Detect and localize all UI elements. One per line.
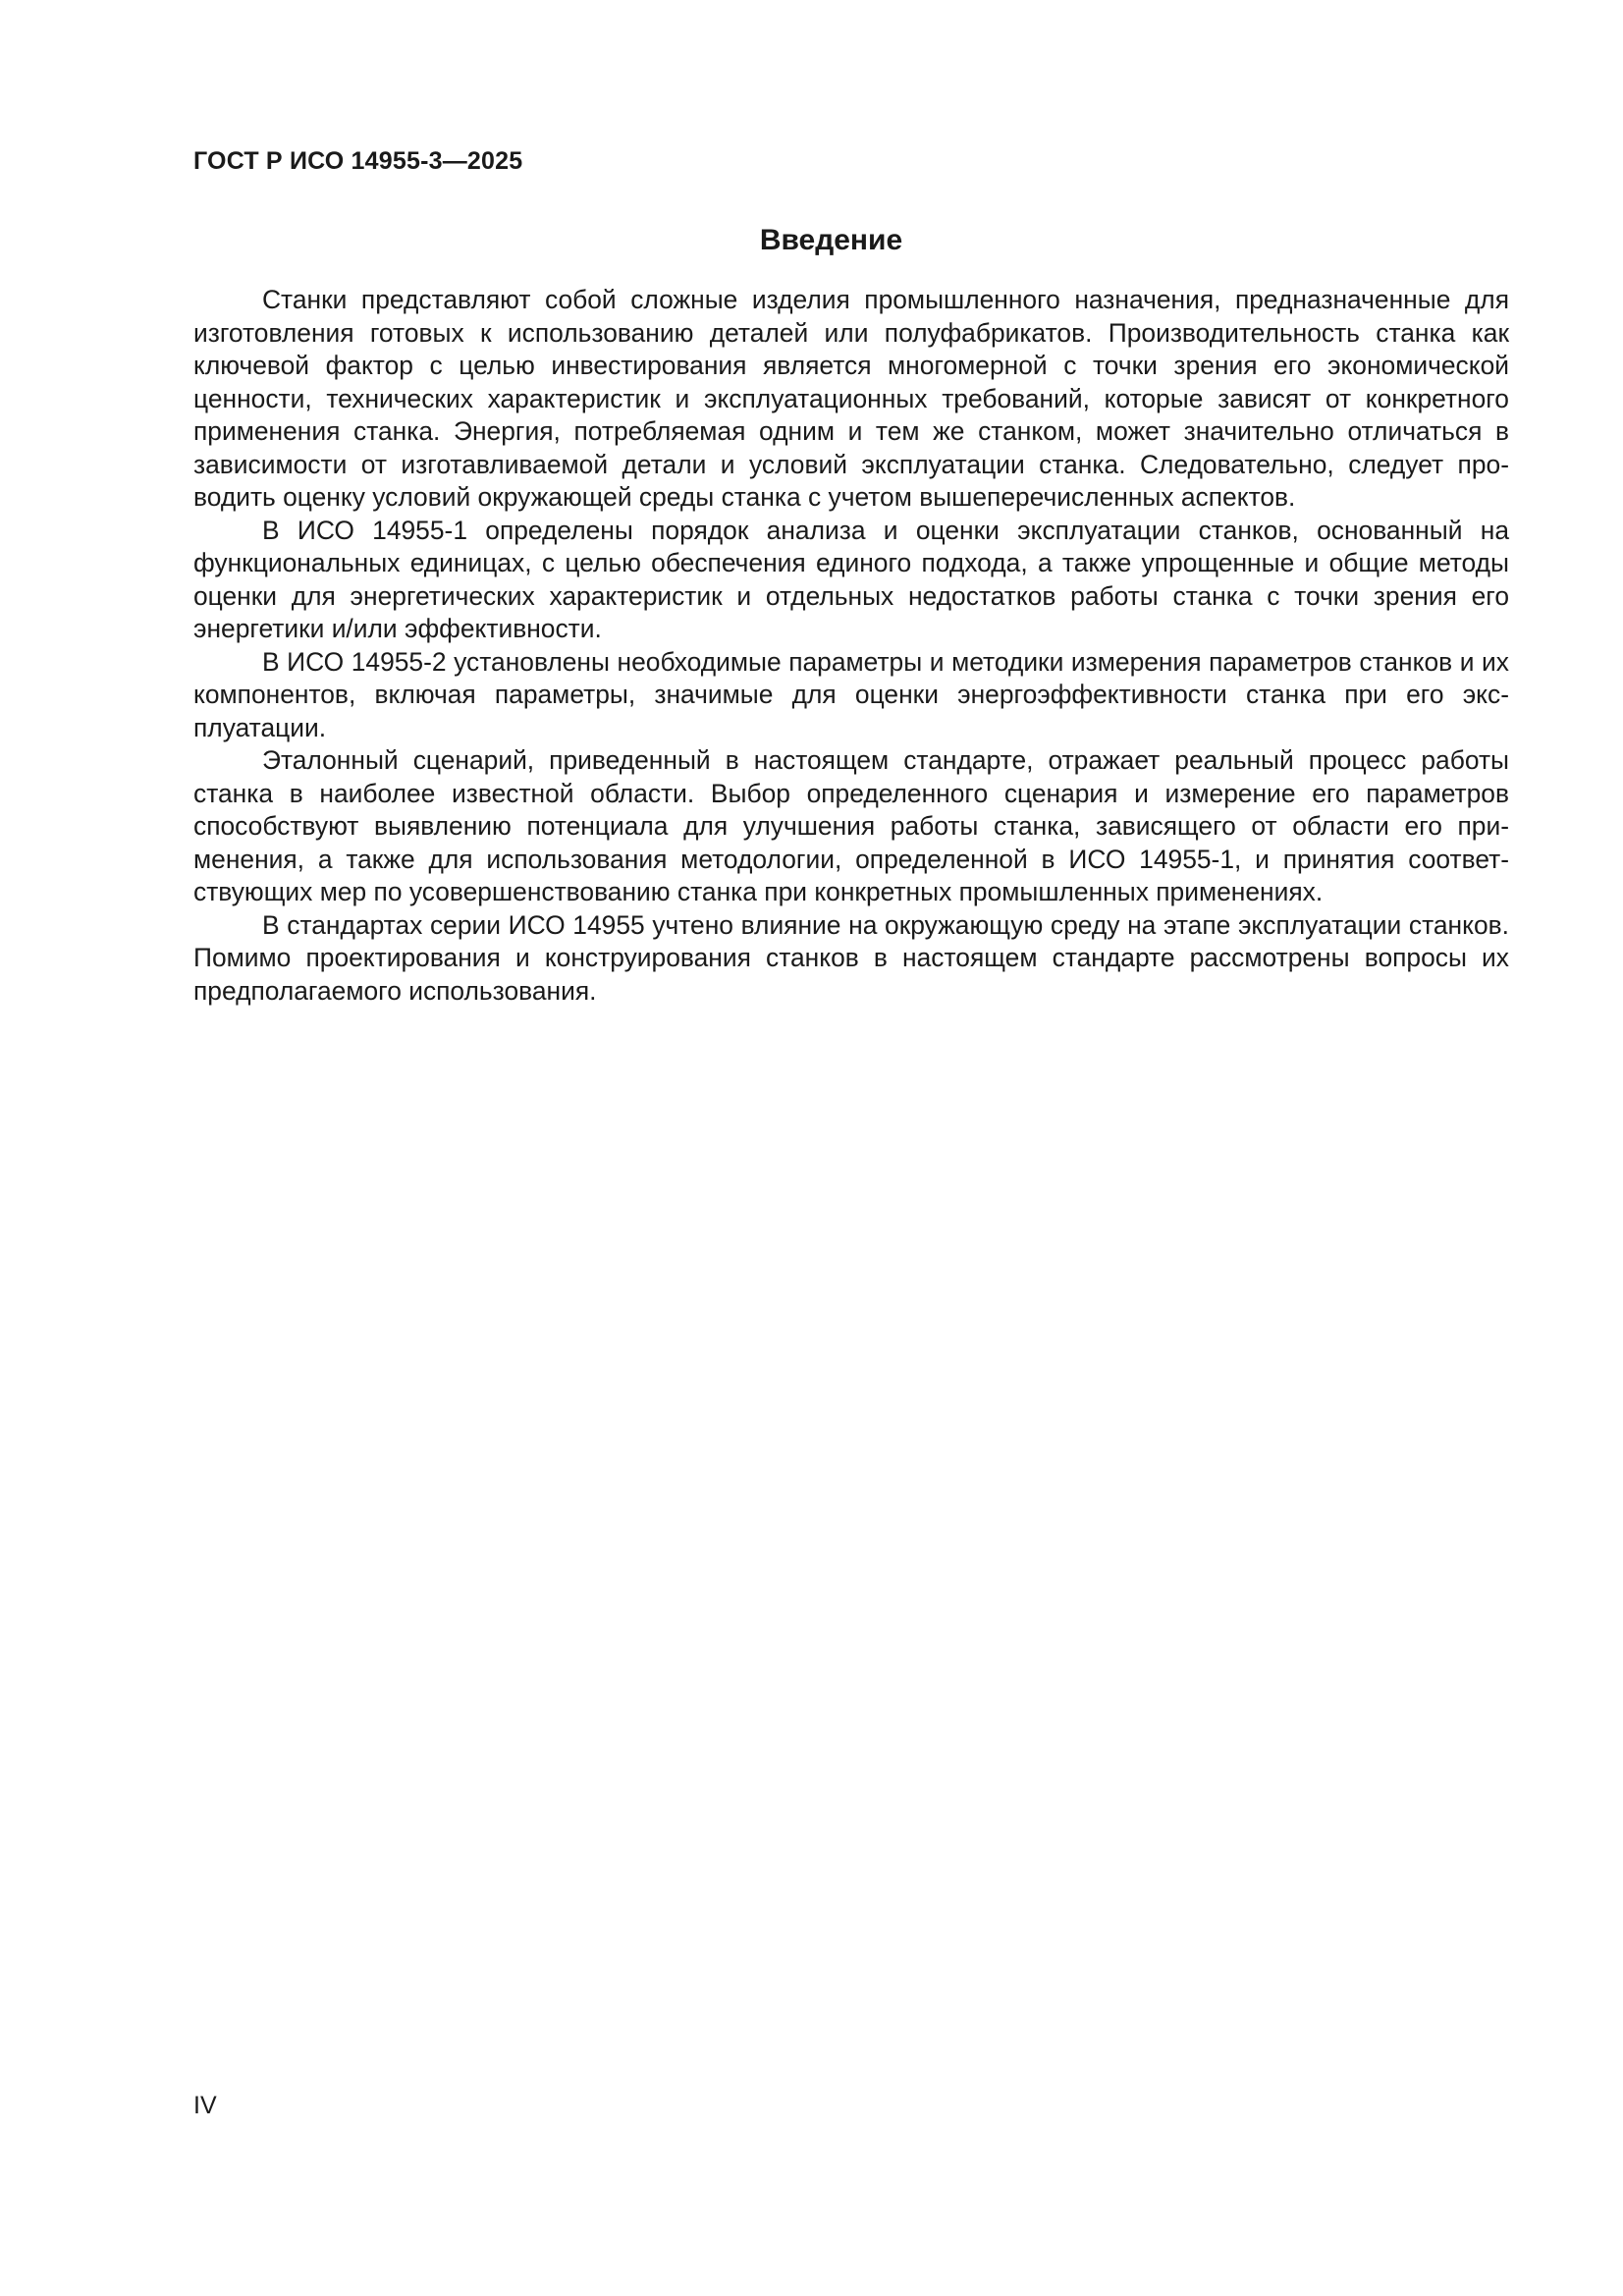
paragraph: В стандартах серии ИСО 14955 учтено влияние на окружающую среду на этапе эксплуатации станков. Помимо проектирования и конструирования станков в настоящем стандарте рассмотрены вопросы их предполагаемого использования.: [193, 909, 1509, 1006]
paragraph: В ИСО 14955-2 установлены необходимые параметры и методики измерения параметров станков и их компонентов, включая параметры, значимые для оценки энергоэффективности станка при его эксплуатации.: [193, 646, 1509, 742]
paragraph: В ИСО 14955-1 определены порядок анализа и оценки эксплуатации станков, основанный на функциональных единицах, с целью обеспечения единого подхода, а также упрощенные и общие методы оценки для энергетических характеристик и отдельных недостатков работы станка с точки зрения его энергетики и/или эффективности.: [193, 515, 1509, 643]
document-header-standard-code: ГОСТ Р ИСО 14955-3—2025: [193, 147, 523, 175]
paragraph: Эталонный сценарий, приведенный в настоящем стандарте, отражает реальный процесс работы станка в наиболее известной области. Выбор определенного сценария и измерение его параметров способствуют выявлению потенциала для улучшения работы станка, зависящего от области его применения, а также для использования методологии, определенной в ИСО 14955-1, и принятия соответствующих мер по усовершенствованию станка при конкретных промышленных применениях.: [193, 745, 1509, 906]
page-number: IV: [193, 2092, 217, 2119]
paragraph: Станки представляют собой сложные изделия промышленного назначения, предназначенные для изготовления готовых к использованию деталей или полуфабрикатов. Производительность станка как ключевой фактор с целью инвестирования является многомерной с точки зрения его экономической ценности, технических характеристик и эксплуатационных требований, которые зависят от конкретного применения станка. Энергия, потребляемая одним и тем же станком, может значительно отличаться в зависимости от изготавливаемой детали и условий эксплуатации станка. Следовательно, следует проводить оценку условий окружающей среды станка с учетом вышеперечисленных аспектов.: [193, 285, 1509, 512]
document-body: [193, 284, 1509, 1008]
section-title: Введение: [759, 224, 903, 256]
